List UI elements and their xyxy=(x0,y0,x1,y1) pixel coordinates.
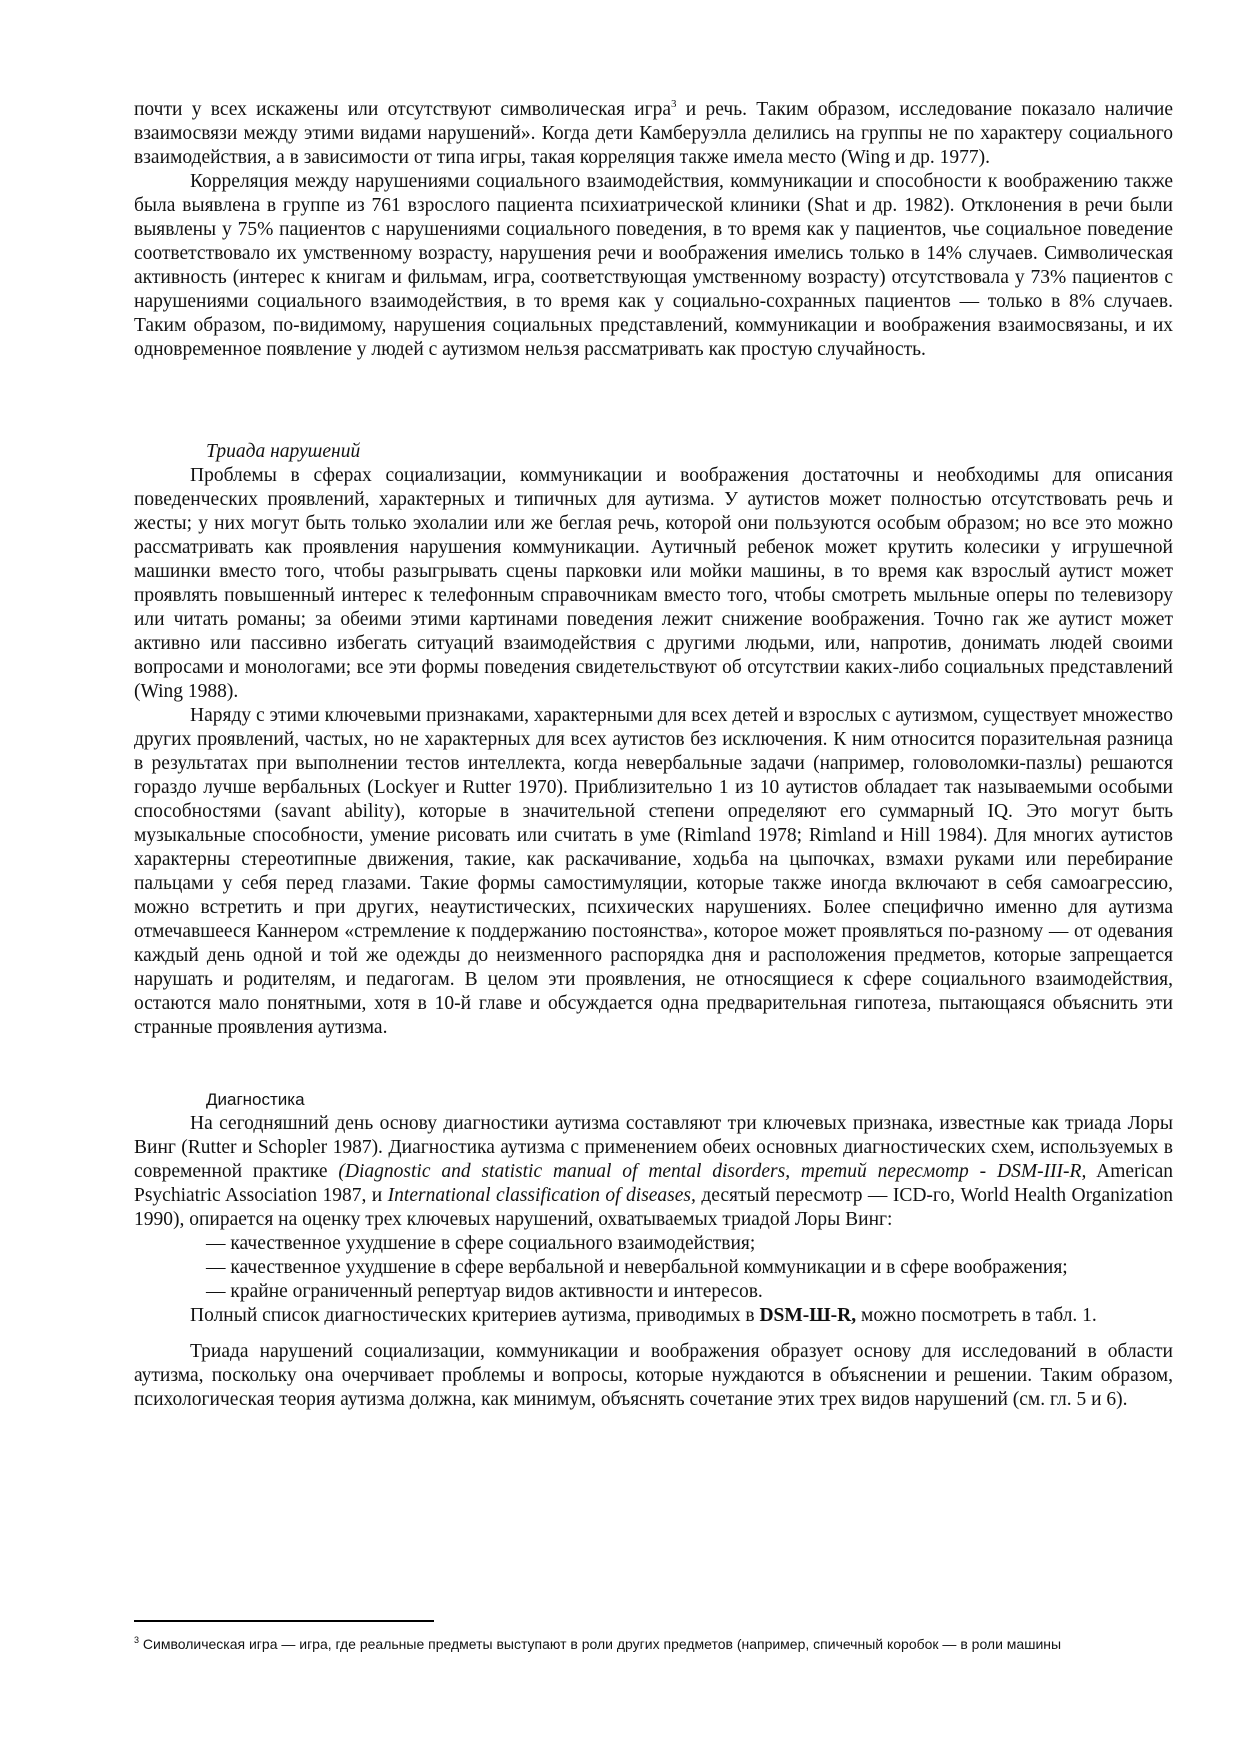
paragraph: Триада нарушений социализации, коммуникации и воображения образует основу для исследований в области аутизма, поскольку она очерчивает проблемы и вопросы, которые нуждаются в объяснении и решении. Таким образом, психологическая теория аутизма должна, как минимум, объяснять сочетание этих трех видов нарушений (см. гл. 5 и 6). xyxy=(134,1341,1173,1410)
list-item: — качественное ухудшение в сфере социального взаимодействия; xyxy=(206,1233,756,1254)
section-diagnostics xyxy=(134,1088,1173,1412)
section-triad xyxy=(134,440,1173,1040)
bold-text: DSM-Ш-R, xyxy=(759,1305,857,1326)
paragraph xyxy=(134,98,1173,170)
section-heading: Диагностика xyxy=(206,1090,305,1109)
paragraph: Корреляция между нарушениями социального взаимодействия, коммуникации и способности к воображению также была выявлена в группе из 761 взрослого пациента психиатрической клиники (Shat и др. 1982). Отклонения в речи были выявлены у 75% пациентов с нарушениями социального поведения, в то время как у пациентов, чье социальное поведение соответствовало их умственному возрасту, нарушения речи и воображения имелись только в 14% случаев. Символическая активность (интерес к книгам и фильмам, игра, соответствующая умственному возрасту) отсутствовала у 73% пациентов с нарушениями социального взаимодействия, в то время как у социально-сохранных пациентов — только в 8% случаев. Таким образом, по-видимому, нарушения социальных представлений, коммуникации и воображения взаимосвязаны, и их одновременное появление у людей с аутизмом нельзя рассматривать как простую случайность. xyxy=(134,171,1173,360)
section-heading: Триада нарушений xyxy=(206,441,361,462)
footnote xyxy=(134,1633,1173,1655)
paragraph xyxy=(134,1304,1173,1328)
spacer xyxy=(134,1328,1173,1340)
list-item: — крайне ограниченный репертуар видов активности и интересов. xyxy=(206,1281,763,1302)
text: American Psychiatric Association 1987, и xyxy=(134,1161,1173,1206)
paragraph: Наряду с этими ключевыми признаками, характерными для всех детей и взрослых с аутизмом, существует множество других проявлений, частых, но не характерных для всех аутистов без исключения. К ним относится поразительная разница в результатах при выполнении тестов интеллекта, когда невербальные задачи (например, головоломки-пазлы) решаются гораздо лучше вербальных (Lockyer и Rutter 1970). Приблизительно 1 из 10 аутистов обладает так называемыми особыми способностями (savant ability), которые в значительной степени определяют его суммарный IQ. Это могут быть музыкальные способности, умение рисовать или считать в уме (Rimland 1978; Rimland и Hill 1984). Для многих аутистов характерны стереотипные движения, такие, как раскачивание, ходьба на цыпочках, взмахи руками или перебирание пальцами у себя перед глазами. Такие формы самостимуляции, которые также иногда включают в себя самоагрессию, можно встретить и при других, неаутистических, психических нарушениях. Более специфично именно для аутизма отмечавшееся Каннером «стремление к поддержанию постоянства», которое может проявляться по-разному — от одевания каждый день одной и той же одежды до неизменного распорядка дня и расположения предметов, которые запрещается нарушать и родителям, и педагогам. В целом эти проявления, не относящиеся к сфере социального взаимодействия, остаются мало понятными, хотя в 10-й главе и обсуждается одна предварительная гипотеза, пытающаяся объяснить эти странные проявления аутизма. xyxy=(134,705,1173,1038)
footnote-text: Символическая игра — игра, где реальные предметы выступают в роли других предметов (например, спичечный коробок — в роли машины xyxy=(139,1636,1062,1652)
paragraph xyxy=(134,1112,1173,1232)
paragraph: Проблемы в сферах социализации, коммуникации и воображения достаточны и необходимы для описания поведенческих проявлений, характерных и типичных для аутизма. У аутистов может полностью отсутствовать речь и жесты; у них могут быть только эхолалии или же беглая речь, которой они пользуются особым образом; но все это можно рассматривать как проявления нарушения коммуникации. Аутичный ребенок может крутить колесики у игрушечной машинки вместо того, чтобы разыгрывать сцены парковки или мойки машины, в то время как взрослый аутист может проявлять повышенный интерес к телефонным справочникам вместо того, чтобы смотреть мыльные оперы по телевизору или читать романы; за обеими этими картинами поведения лежит снижение воображения. Точно гак же аутист может активно или пассивно избегать ситуаций взаимодействия с другими людьми, или, напротив, донимать людей своими вопросами и монологами; все эти формы поведения свидетельствуют об отсутствии каких-либо социальных представлений (Wing 1988). xyxy=(134,465,1173,702)
italic-text: International classification of diseases, xyxy=(387,1185,696,1206)
footnote-ref[interactable]: 3 xyxy=(671,98,677,110)
italic-text: (Diagnostic and statistic manual of mental disorders, третий пересмотр - DSM-III-R, xyxy=(338,1161,1087,1182)
text: десятый пересмотр — ICD-го, World Health Organization 1990), опирается на оценку трех ключевых нарушений, охватываемых триадой Лоры Винг: xyxy=(134,1185,1173,1230)
section-correlation xyxy=(134,98,1173,362)
text: Полный список диагностических критериев аутизма, приводимых в xyxy=(190,1305,760,1326)
text: можно посмотреть в табл. 1. xyxy=(856,1305,1097,1326)
footnote-separator xyxy=(134,1620,434,1622)
list-item: — качественное ухудшение в сфере вербальной и невербальной коммуникации и в сфере воображения; xyxy=(206,1257,1068,1278)
footnote-marker: 3 xyxy=(134,1635,140,1645)
text: почти у всех искажены или отсутствуют символическая игра xyxy=(134,99,672,120)
text: На сегодняшний день основу диагностики аутизма составляют три ключевых признака, известные как триада Лоры Винг (Rutter и Schopler 1987). Диагностика аутизма с применением обеих основных диагностических схем, используемых в современной практике xyxy=(134,1113,1173,1182)
text: и речь. Таким образом, исследование показало наличие взаимосвязи между этими видами нарушений». Когда дети Камберуэлла делились на группы не по характеру социального взаимодействия, а в зависимости от типа игры, такая корреляция также имела место (Wing и др. 1977). xyxy=(134,99,1173,168)
